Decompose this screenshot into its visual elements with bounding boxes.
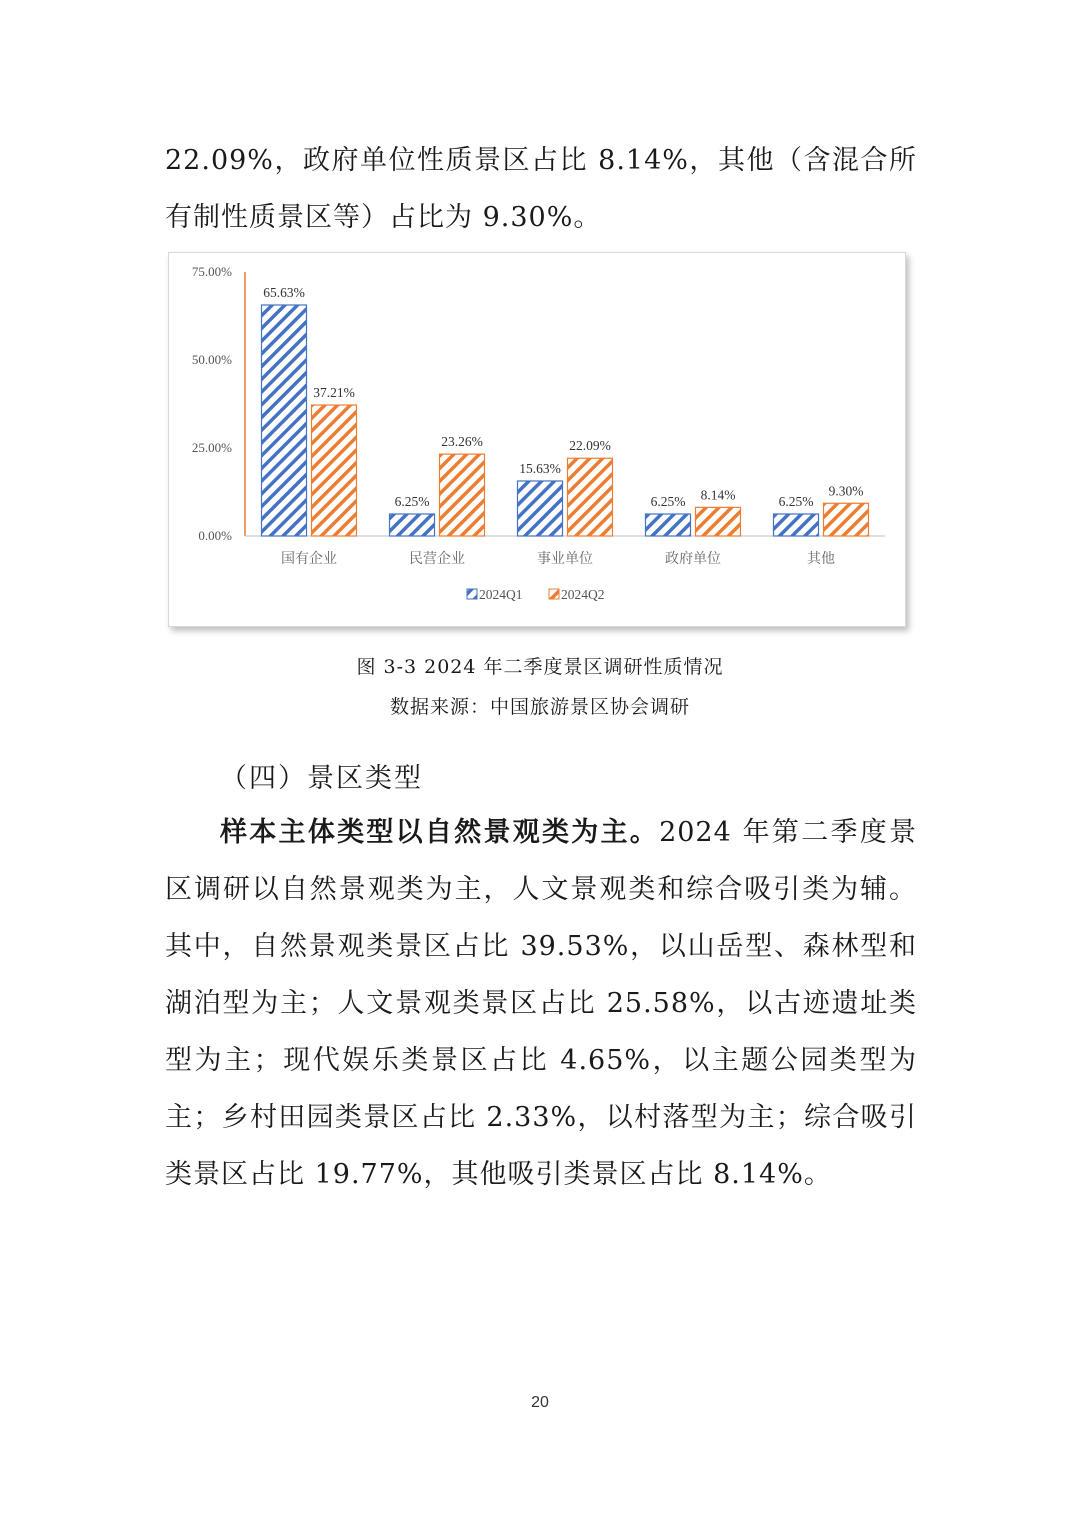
bar-2024q1 — [646, 514, 691, 536]
bar-2024q2 — [696, 507, 741, 536]
bar-2024q2 — [824, 503, 869, 536]
y-tick-label: 0.00% — [198, 528, 232, 543]
intro-paragraph: 22.09%，政府单位性质景区占比 8.14%，其他（含混合所有制性质景区等）占比为 9.30%。 — [165, 145, 917, 233]
bar-2024q1 — [518, 481, 563, 536]
y-tick-label: 50.00% — [191, 352, 232, 367]
y-tick-label: 25.00% — [191, 440, 232, 455]
page-number: 20 — [531, 1394, 549, 1411]
x-category-label: 民营企业 — [409, 551, 465, 567]
data-label: 15.63% — [519, 460, 561, 476]
data-label: 9.30% — [828, 483, 864, 499]
data-label: 6.25% — [394, 494, 430, 509]
x-category-label: 其他 — [807, 551, 835, 567]
data-label: 8.14% — [700, 487, 736, 503]
lead-sentence: 样本主体类型以自然景观类为主。 — [220, 817, 660, 848]
section-heading: （四）景区类型 — [220, 763, 423, 794]
body-text: 2024 年第二季度景区调研以自然景观类为主，人文景观类和综合吸引类为辅。其中，自然景观类景区占比 39.53%，以山岳型、森林型和湖泊型为主；人文景观类景区占比 25.58%，以古迹遗址类型为主；现代娱乐类景区占比 4.65%，以主题公园类型为主；乡村田园类景区占比 2.33%，以村落型为主；综合吸引类景区占比 19.77%，其他吸引类景区占比 8.14%。 — [165, 817, 918, 1190]
y-tick-label: 75.00% — [191, 264, 232, 279]
data-label: 6.25% — [778, 494, 814, 509]
figure-caption: 图 3-3 2024 年二季度景区调研性质情况 — [356, 656, 724, 678]
legend-label: 2024Q1 — [479, 587, 523, 602]
data-label: 23.26% — [441, 434, 483, 450]
data-label: 37.21% — [313, 385, 355, 401]
chart-legend — [467, 587, 605, 602]
bar-2024q2 — [312, 405, 357, 536]
bar-2024q2 — [568, 458, 613, 536]
chart-bars — [262, 305, 869, 536]
bar-2024q1 — [774, 514, 819, 536]
x-category-label: 政府单位 — [665, 551, 721, 567]
legend-label: 2024Q2 — [561, 587, 605, 602]
section-body-paragraph — [165, 804, 917, 1203]
bar-2024q1 — [390, 514, 435, 536]
legend-swatch-2024q1 — [467, 589, 477, 599]
chart-canvas — [169, 253, 905, 626]
bar-2024q2 — [440, 454, 485, 536]
data-label: 65.63% — [263, 284, 305, 300]
bar-2024q1 — [262, 305, 307, 536]
figure-source: 数据来源：中国旅游景区协会调研 — [389, 696, 690, 718]
legend-swatch-2024q2 — [549, 589, 559, 599]
data-label: 22.09% — [569, 438, 611, 454]
data-label: 6.25% — [650, 494, 686, 509]
ownership-bar-chart — [168, 252, 906, 627]
x-category-label: 国有企业 — [281, 551, 337, 567]
x-category-label: 事业单位 — [537, 551, 593, 567]
